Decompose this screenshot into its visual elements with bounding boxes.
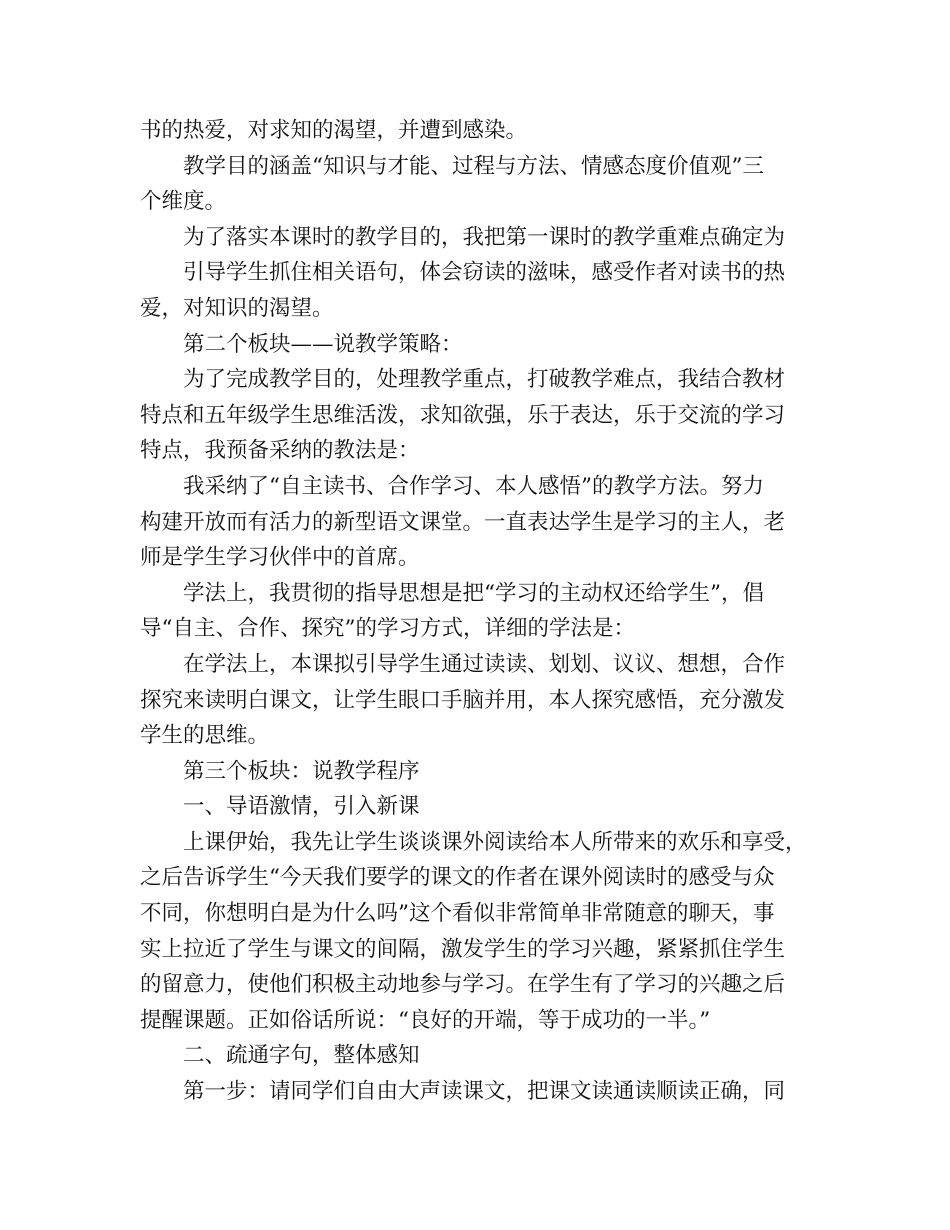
- text-line: 第三个板块：说教学程序: [183, 758, 420, 784]
- text-line: 个维度。: [140, 189, 227, 215]
- text-line: 爱，对知识的渴望。: [140, 295, 334, 321]
- text-line: 导“自主、合作、探究”的学习方式，详细的学法是：: [140, 616, 635, 642]
- text-line: 在学法上，本课拟引导学生通过读读、划划、议议、想想，合作: [183, 651, 786, 677]
- text-line: 我采纳了“自主读书、合作学习、本人感悟”的教学方法。努力: [183, 473, 764, 499]
- text-line: 为了落实本课时的教学目的，我把第一课时的教学重难点确定为: [183, 224, 786, 250]
- text-line: 引导学生抓住相关语句，体会窃读的滋味，感受作者对读书的热: [183, 260, 786, 286]
- text-line: 为了完成教学目的，处理教学重点，打破教学难点，我结合教材: [183, 367, 786, 393]
- text-line: 探究来读明白课文，让学生眼口手脑并用，本人探究感悟，充分激发: [140, 687, 786, 713]
- text-line: 师是学生学习伙伴中的首席。: [140, 545, 420, 571]
- text-line: 不同，你想明白是为什么吗”这个看似非常简单非常随意的聊天，事: [140, 901, 775, 927]
- text-line: 实上拉近了学生与课文的间隔，激发学生的学习兴趣，紧紧抓住学生: [140, 936, 786, 962]
- text-line: 提醒课题。正如俗话所说：“良好的开端，等于成功的一半。”: [140, 1007, 711, 1033]
- text-line: 书的热爱，对求知的渴望，并遭到感染。: [140, 118, 528, 143]
- text-line: 第一步：请同学们自由大声读课文，把课文读通读顺读正确，同: [183, 1079, 786, 1105]
- text-line: 的留意力，使他们积极主动地参与学习。在学生有了学习的兴趣之后: [140, 972, 786, 998]
- text-line: 特点，我预备采纳的教法是：: [140, 438, 420, 464]
- text-line: 上课伊始，我先让学生谈谈课外阅读给本人所带来的欢乐和享受，: [183, 829, 807, 855]
- document-body: [140, 113, 810, 1110]
- text-line: 第二个板块——说教学策略：: [183, 331, 463, 357]
- text-line: 学生的思维。: [140, 723, 270, 749]
- text-line: 之后告诉学生“今天我们要学的课文的作者在课外阅读时的感受与众: [140, 865, 775, 891]
- text-line: 特点和五年级学生思维活泼，求知欲强，乐于表达，乐于交流的学习: [140, 402, 786, 428]
- text-line: 一、导语激情，引入新课: [183, 794, 420, 820]
- text-line: 学法上，我贯彻的指导思想是把“学习的主动权还给学生”，倡: [183, 580, 764, 606]
- text-line: 构建开放而有活力的新型语文课堂。一直表达学生是学习的主人，老: [140, 509, 786, 535]
- text-line: 二、疏通字句，整体感知: [183, 1043, 420, 1069]
- text-line: 教学目的涵盖“知识与才能、过程与方法、情感态度价值观”三: [183, 153, 764, 179]
